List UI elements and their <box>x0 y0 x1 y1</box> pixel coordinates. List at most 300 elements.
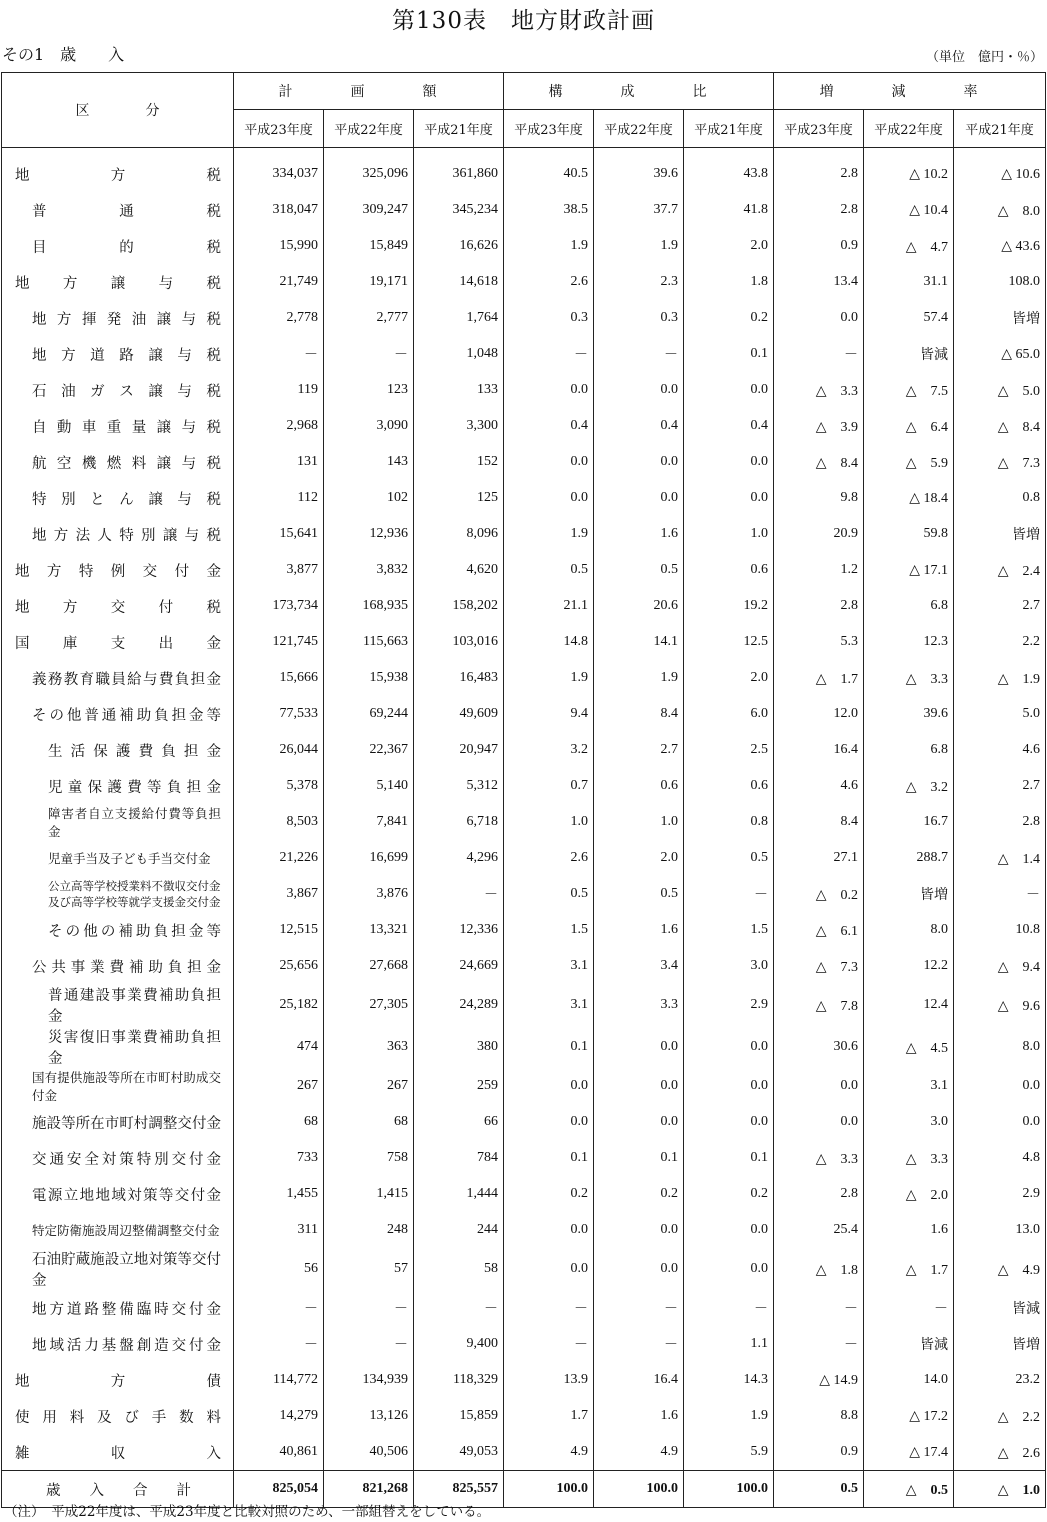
cell-value: － <box>774 336 864 372</box>
cell-value: 0.1 <box>504 1140 594 1176</box>
row-label: 特別とん譲与税 <box>32 491 221 508</box>
table-row <box>2 804 1046 840</box>
cell-value: 2.0 <box>684 228 774 264</box>
cell-value: 0.7 <box>504 768 594 804</box>
table-row <box>2 1026 1046 1068</box>
table-row <box>2 588 1046 624</box>
cell-value: 0.5 <box>774 1471 864 1508</box>
cell-value: △ 17.4 <box>864 1434 954 1471</box>
cell-value: 259 <box>414 1068 504 1104</box>
cell-value: － <box>504 336 594 372</box>
cell-value: 14.3 <box>684 1362 774 1398</box>
cell-value: 皆減 <box>954 1290 1046 1326</box>
cell-value: 288.7 <box>864 840 954 876</box>
cell-value: 皆減 <box>864 336 954 372</box>
row-label: 目的税 <box>32 239 221 256</box>
cell-value: △ 1.0 <box>954 1471 1046 1508</box>
row-label: 地方道路譲与税 <box>32 347 221 364</box>
cell-value: 57.4 <box>864 300 954 336</box>
cell-value: 16,699 <box>324 840 414 876</box>
cell-value: － <box>414 1290 504 1326</box>
cell-value: 30.6 <box>774 1026 864 1068</box>
cell-value: 5.3 <box>774 624 864 660</box>
cell-value: 5,378 <box>234 768 324 804</box>
header-change-rate: 増 減 率 <box>774 73 1046 110</box>
cell-value: 14.1 <box>594 624 684 660</box>
row-label: 児童保護費等負担金 <box>48 779 221 796</box>
cell-value: 20,947 <box>414 732 504 768</box>
table-row <box>2 1326 1046 1362</box>
cell-value: 43.8 <box>684 148 774 193</box>
table-row <box>2 552 1046 588</box>
table-row <box>2 444 1046 480</box>
cell-value: 1.7 <box>504 1398 594 1434</box>
table-row <box>2 912 1046 948</box>
row-label: 生活保護費負担金 <box>48 743 221 760</box>
cell-value: 6.0 <box>684 696 774 732</box>
cell-value: 4.8 <box>954 1140 1046 1176</box>
cell-value: 21.1 <box>504 588 594 624</box>
cell-value: 6,718 <box>414 804 504 840</box>
cell-value: 345,234 <box>414 192 504 228</box>
cell-value: 1.2 <box>774 552 864 588</box>
cell-value: △ 2.4 <box>954 552 1046 588</box>
cell-value: 0.6 <box>594 768 684 804</box>
cell-value: 1.5 <box>684 912 774 948</box>
cell-value: △ 0.2 <box>774 876 864 912</box>
table-row <box>2 1176 1046 1212</box>
header-year: 平成22年度 <box>864 110 954 148</box>
cell-value: 0.0 <box>684 444 774 480</box>
table-row <box>2 480 1046 516</box>
header-year: 平成23年度 <box>774 110 864 148</box>
table-row <box>2 372 1046 408</box>
cell-value: 39.6 <box>864 696 954 732</box>
cell-value: 15,990 <box>234 228 324 264</box>
cell-value: － <box>864 1290 954 1326</box>
cell-value: 12,515 <box>234 912 324 948</box>
cell-value: － <box>774 1326 864 1362</box>
cell-value: 118,329 <box>414 1362 504 1398</box>
cell-value: 1.8 <box>684 264 774 300</box>
cell-value: 1,764 <box>414 300 504 336</box>
cell-value: 59.8 <box>864 516 954 552</box>
table-row <box>2 1290 1046 1326</box>
cell-value: 9,400 <box>414 1326 504 1362</box>
cell-value: 5,312 <box>414 768 504 804</box>
cell-value: 0.6 <box>684 768 774 804</box>
cell-value: － <box>954 876 1046 912</box>
cell-value: 16,626 <box>414 228 504 264</box>
cell-value: 0.5 <box>594 876 684 912</box>
cell-value: 40,506 <box>324 1434 414 1471</box>
cell-value: 134,939 <box>324 1362 414 1398</box>
table-row <box>2 1140 1046 1176</box>
cell-value: 2.6 <box>504 264 594 300</box>
cell-value: 14,618 <box>414 264 504 300</box>
cell-value: 0.0 <box>954 1068 1046 1104</box>
table-row <box>2 732 1046 768</box>
cell-value: 15,641 <box>234 516 324 552</box>
cell-value: 0.4 <box>594 408 684 444</box>
row-label: 地方特例交付金 <box>15 563 221 580</box>
cell-value: 0.0 <box>684 1248 774 1290</box>
cell-value: 102 <box>324 480 414 516</box>
cell-value: 皆増 <box>864 876 954 912</box>
cell-value: △ 4.5 <box>864 1026 954 1068</box>
cell-value: 0.0 <box>594 372 684 408</box>
cell-value: △ 2.2 <box>954 1398 1046 1434</box>
row-label: 地域活力基盤創造交付金 <box>32 1337 221 1354</box>
cell-value: △ 1.7 <box>774 660 864 696</box>
cell-value: 22,367 <box>324 732 414 768</box>
cell-value: 4.6 <box>954 732 1046 768</box>
cell-value: 131 <box>234 444 324 480</box>
cell-value: 0.0 <box>774 300 864 336</box>
table-row <box>2 192 1046 228</box>
cell-value: △ 1.9 <box>954 660 1046 696</box>
cell-value: 2.8 <box>774 588 864 624</box>
footnote: （注） 平成22年度は、平成23年度と比較対照のため、一部組替えをしている。 <box>4 1504 491 1520</box>
cell-value: 1.0 <box>684 516 774 552</box>
cell-value: － <box>414 876 504 912</box>
cell-value: 784 <box>414 1140 504 1176</box>
cell-value: 3.1 <box>504 984 594 1026</box>
row-label: 歳入合計 <box>2 1471 234 1508</box>
cell-value: 3.2 <box>504 732 594 768</box>
cell-value: 2.6 <box>504 840 594 876</box>
cell-value: 0.1 <box>594 1140 684 1176</box>
page-title: 第130表 地方財政計画 <box>392 8 655 34</box>
cell-value: 68 <box>324 1104 414 1140</box>
cell-value: 3.1 <box>504 948 594 984</box>
cell-value: 12,336 <box>414 912 504 948</box>
cell-value: 14.0 <box>864 1362 954 1398</box>
row-label: 義務教育職員給与費負担金 <box>32 671 221 688</box>
cell-value: 2,778 <box>234 300 324 336</box>
table-row <box>2 300 1046 336</box>
cell-value: 0.0 <box>684 1026 774 1068</box>
cell-value: 2.9 <box>954 1176 1046 1212</box>
header-year: 平成21年度 <box>414 110 504 148</box>
cell-value: 0.0 <box>504 1068 594 1104</box>
cell-value: － <box>504 1290 594 1326</box>
cell-value: 皆増 <box>954 1326 1046 1362</box>
header-year: 平成23年度 <box>234 110 324 148</box>
cell-value: 0.0 <box>954 1104 1046 1140</box>
cell-value: 15,938 <box>324 660 414 696</box>
cell-value: － <box>594 1326 684 1362</box>
cell-value: － <box>774 1290 864 1326</box>
cell-value: 173,734 <box>234 588 324 624</box>
cell-value: － <box>594 1290 684 1326</box>
cell-value: 0.5 <box>504 552 594 588</box>
cell-value: 0.0 <box>594 1104 684 1140</box>
cell-value: 9.4 <box>504 696 594 732</box>
cell-value: 115,663 <box>324 624 414 660</box>
cell-value: △ 10.6 <box>954 148 1046 193</box>
cell-value: 19,171 <box>324 264 414 300</box>
cell-value: 0.5 <box>684 840 774 876</box>
cell-value: △ 6.4 <box>864 408 954 444</box>
cell-value: 2.3 <box>594 264 684 300</box>
finance-table <box>1 72 1046 1508</box>
cell-value: 13,321 <box>324 912 414 948</box>
cell-value: 6.8 <box>864 732 954 768</box>
cell-value: △ 17.2 <box>864 1398 954 1434</box>
cell-value: 248 <box>324 1212 414 1248</box>
cell-value: 25.4 <box>774 1212 864 1248</box>
cell-value: 13.9 <box>504 1362 594 1398</box>
cell-value: 3,832 <box>324 552 414 588</box>
cell-value: △ 4.7 <box>864 228 954 264</box>
cell-value: － <box>234 1290 324 1326</box>
cell-value: 1.9 <box>594 228 684 264</box>
cell-value: 31.1 <box>864 264 954 300</box>
cell-value: 0.2 <box>684 300 774 336</box>
cell-value: 4.6 <box>774 768 864 804</box>
cell-value: － <box>324 336 414 372</box>
cell-value: 123 <box>324 372 414 408</box>
table-subtitle: その1 歳 入 <box>2 45 125 64</box>
header-year: 平成21年度 <box>684 110 774 148</box>
cell-value: 3.4 <box>594 948 684 984</box>
cell-value: △ 7.5 <box>864 372 954 408</box>
cell-value: 12,936 <box>324 516 414 552</box>
cell-value: 0.9 <box>774 228 864 264</box>
row-label: 交通安全対策特別交付金 <box>32 1151 221 1168</box>
cell-value: △ 3.3 <box>774 1140 864 1176</box>
cell-value: 0.4 <box>684 408 774 444</box>
row-label: 地方譲与税 <box>15 275 221 292</box>
cell-value: 3.0 <box>864 1104 954 1140</box>
row-label: 雑収入 <box>15 1445 221 1462</box>
cell-value: △ 7.3 <box>954 444 1046 480</box>
cell-value: 0.1 <box>684 1140 774 1176</box>
cell-value: 168,935 <box>324 588 414 624</box>
row-label: 地方揮発油譲与税 <box>32 311 221 328</box>
cell-value: 13.4 <box>774 264 864 300</box>
table-row <box>2 984 1046 1026</box>
cell-value: 108.0 <box>954 264 1046 300</box>
cell-value: 1,048 <box>414 336 504 372</box>
cell-value: 380 <box>414 1026 504 1068</box>
cell-value: 2.7 <box>954 768 1046 804</box>
cell-value: 皆減 <box>864 1326 954 1362</box>
cell-value: 56 <box>234 1248 324 1290</box>
cell-value: 3,877 <box>234 552 324 588</box>
cell-value: 25,656 <box>234 948 324 984</box>
row-label: 地方法人特別譲与税 <box>32 527 221 544</box>
cell-value: 25,182 <box>234 984 324 1026</box>
table-row <box>2 1398 1046 1434</box>
cell-value: △ 65.0 <box>954 336 1046 372</box>
cell-value: 152 <box>414 444 504 480</box>
cell-value: 363 <box>324 1026 414 1068</box>
header-year: 平成21年度 <box>954 110 1046 148</box>
cell-value: 16.7 <box>864 804 954 840</box>
cell-value: 133 <box>414 372 504 408</box>
cell-value: 125 <box>414 480 504 516</box>
cell-value: 0.1 <box>504 1026 594 1068</box>
cell-value: 6.8 <box>864 588 954 624</box>
row-label: 地方道路整備臨時交付金 <box>32 1301 221 1318</box>
cell-value: 325,096 <box>324 148 414 193</box>
cell-value: 0.0 <box>504 1212 594 1248</box>
cell-value: － <box>504 1326 594 1362</box>
table-row <box>2 228 1046 264</box>
cell-value: 0.0 <box>504 1248 594 1290</box>
table-row <box>2 768 1046 804</box>
row-label: その他普通補助負担金等 <box>32 707 221 724</box>
cell-value: 26,044 <box>234 732 324 768</box>
cell-value: 皆増 <box>954 516 1046 552</box>
cell-value: 244 <box>414 1212 504 1248</box>
cell-value: △ 1.4 <box>954 840 1046 876</box>
cell-value: 27.1 <box>774 840 864 876</box>
row-label: 使用料及び手数料 <box>15 1409 221 1426</box>
cell-value: 15,849 <box>324 228 414 264</box>
cell-value: 5,140 <box>324 768 414 804</box>
cell-value: 821,268 <box>324 1471 414 1508</box>
table-row <box>2 264 1046 300</box>
cell-value: 1,444 <box>414 1176 504 1212</box>
cell-value: 20.6 <box>594 588 684 624</box>
cell-value: 10.8 <box>954 912 1046 948</box>
cell-value: － <box>594 336 684 372</box>
cell-value: 38.5 <box>504 192 594 228</box>
table-row <box>2 1434 1046 1471</box>
cell-value: 0.9 <box>774 1434 864 1471</box>
cell-value: － <box>234 1326 324 1362</box>
table-row <box>2 624 1046 660</box>
cell-value: △ 4.9 <box>954 1248 1046 1290</box>
cell-value: 13,126 <box>324 1398 414 1434</box>
cell-value: 2,777 <box>324 300 414 336</box>
cell-value: 37.7 <box>594 192 684 228</box>
cell-value: 2.7 <box>594 732 684 768</box>
cell-value: 24,669 <box>414 948 504 984</box>
row-label: 航空機燃料譲与税 <box>32 455 221 472</box>
cell-value: 8.0 <box>864 912 954 948</box>
cell-value: △ 10.4 <box>864 192 954 228</box>
cell-value: 1.9 <box>594 660 684 696</box>
cell-value: － <box>684 876 774 912</box>
cell-value: △ 9.6 <box>954 984 1046 1026</box>
cell-value: 8,503 <box>234 804 324 840</box>
cell-value: △ 3.3 <box>864 660 954 696</box>
cell-value: 0.0 <box>684 1068 774 1104</box>
row-label: その他の補助負担金等 <box>48 923 221 940</box>
row-label: 災害復旧事業費補助負担金 <box>48 1030 221 1067</box>
cell-value: △ 0.5 <box>864 1471 954 1508</box>
table-row <box>2 1248 1046 1290</box>
cell-value: 20.9 <box>774 516 864 552</box>
cell-value: 1.0 <box>594 804 684 840</box>
cell-value: 9.8 <box>774 480 864 516</box>
cell-value: 4,620 <box>414 552 504 588</box>
cell-value: 2.0 <box>684 660 774 696</box>
cell-value: 0.3 <box>504 300 594 336</box>
cell-value: 7,841 <box>324 804 414 840</box>
row-label: 石油貯蔵施設立地対策等交付金 <box>32 1252 221 1289</box>
cell-value: 1.9 <box>504 516 594 552</box>
cell-value: 12.3 <box>864 624 954 660</box>
cell-value: △ 3.2 <box>864 768 954 804</box>
cell-value: 0.6 <box>684 552 774 588</box>
cell-value: 8.0 <box>954 1026 1046 1068</box>
cell-value: 1.6 <box>594 912 684 948</box>
cell-value: 0.0 <box>684 480 774 516</box>
cell-value: △ 18.4 <box>864 480 954 516</box>
row-label: 特定防衛施設周辺整備調整交付金 <box>32 1223 220 1238</box>
cell-value: 13.0 <box>954 1212 1046 1248</box>
cell-value: 58 <box>414 1248 504 1290</box>
cell-value: △ 5.9 <box>864 444 954 480</box>
cell-value: △ 3.3 <box>864 1140 954 1176</box>
cell-value: 21,226 <box>234 840 324 876</box>
table-row <box>2 336 1046 372</box>
cell-value: 100.0 <box>504 1471 594 1508</box>
cell-value: 143 <box>324 444 414 480</box>
cell-value: 2.8 <box>774 148 864 193</box>
cell-value: 309,247 <box>324 192 414 228</box>
cell-value: 0.0 <box>594 1212 684 1248</box>
table-row <box>2 876 1046 912</box>
cell-value: 3,867 <box>234 876 324 912</box>
cell-value: 皆増 <box>954 300 1046 336</box>
cell-value: 267 <box>234 1068 324 1104</box>
cell-value: 114,772 <box>234 1362 324 1398</box>
cell-value: △ 5.0 <box>954 372 1046 408</box>
cell-value: 39.6 <box>594 148 684 193</box>
cell-value: 4,296 <box>414 840 504 876</box>
cell-value: 0.0 <box>594 1248 684 1290</box>
cell-value: 41.8 <box>684 192 774 228</box>
cell-value: 3.3 <box>594 984 684 1026</box>
cell-value: 100.0 <box>684 1471 774 1508</box>
row-label: 障害者自立支援給付費等負担金 <box>48 806 221 839</box>
table-row <box>2 948 1046 984</box>
cell-value: － <box>324 1290 414 1326</box>
cell-value: 49,053 <box>414 1434 504 1471</box>
cell-value: 100.0 <box>594 1471 684 1508</box>
cell-value: 8.8 <box>774 1398 864 1434</box>
cell-value: 14.8 <box>504 624 594 660</box>
row-label: 地方債 <box>15 1373 221 1390</box>
row-label: 公共事業費補助負担金 <box>32 959 221 976</box>
cell-value: 0.5 <box>504 876 594 912</box>
cell-value: 1.9 <box>684 1398 774 1434</box>
cell-value: 4.9 <box>504 1434 594 1471</box>
cell-value: 14,279 <box>234 1398 324 1434</box>
unit-note: （単位 億円・％） <box>925 50 1043 65</box>
cell-value: 3,300 <box>414 408 504 444</box>
cell-value: 1.1 <box>684 1326 774 1362</box>
cell-value: 361,860 <box>414 148 504 193</box>
table-row <box>2 696 1046 732</box>
row-label: 普通建設事業費補助負担金 <box>48 988 221 1025</box>
cell-value: 3.1 <box>864 1068 954 1104</box>
cell-value: 0.0 <box>774 1068 864 1104</box>
cell-value: △ 8.4 <box>774 444 864 480</box>
row-label: 国庫支出金 <box>15 635 221 652</box>
cell-value: △ 7.3 <box>774 948 864 984</box>
header-year: 平成23年度 <box>504 110 594 148</box>
cell-value: 0.8 <box>684 804 774 840</box>
cell-value: 0.0 <box>684 372 774 408</box>
cell-value: 158,202 <box>414 588 504 624</box>
